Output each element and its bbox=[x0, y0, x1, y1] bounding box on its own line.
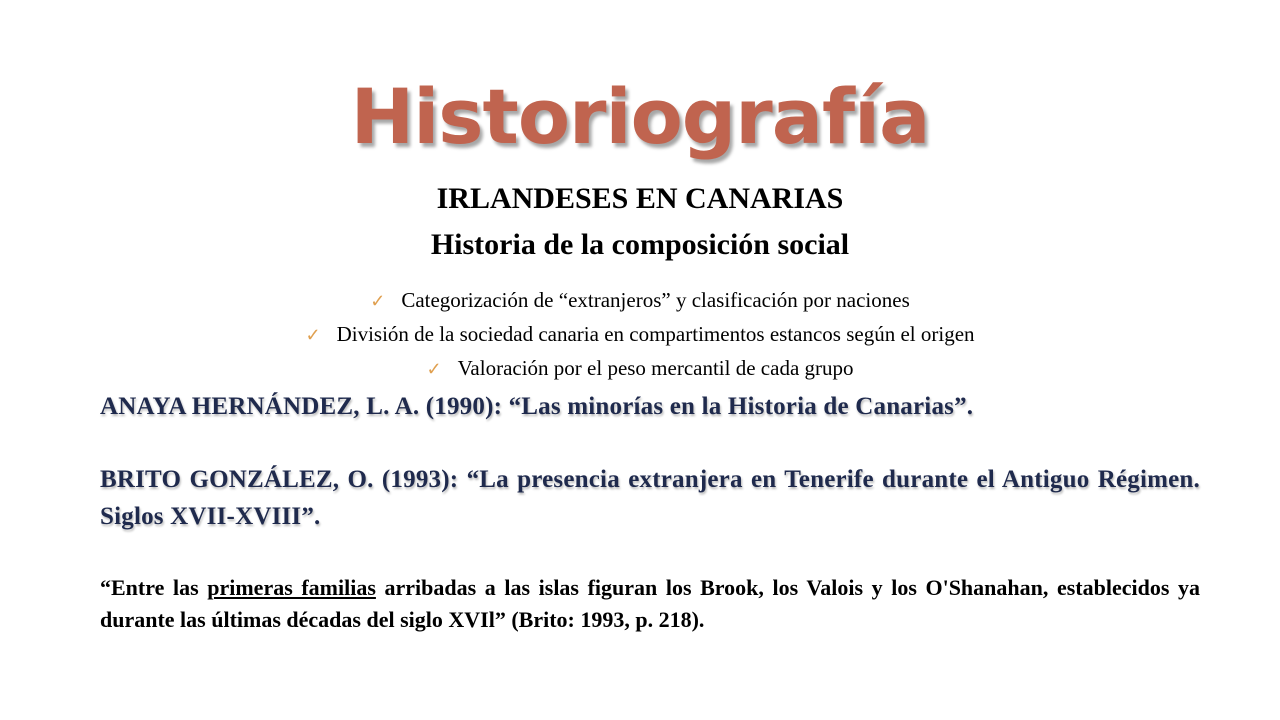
checkmark-icon: ✓ bbox=[370, 291, 386, 311]
bullet-text: Valoración por el peso mercantil de cada grupo bbox=[457, 356, 854, 380]
slide-subtitle: IRLANDESES EN CANARIAS bbox=[436, 182, 844, 215]
bullet-item bbox=[0, 352, 1280, 386]
reference-brito: BRITO GONZÁLEZ, O. (1993): “La presencia extranjera en Tenerife durante el Antiguo Régimen. Siglos XVII-XVIII”. bbox=[100, 466, 1200, 530]
bullet-item bbox=[0, 318, 1280, 352]
reference-anaya: ANAYA HERNÁNDEZ, L. A. (1990): “Las minorías en la Historia de Canarias”. bbox=[100, 393, 974, 420]
bullet-text: Categorización de “extranjeros” y clasificación por naciones bbox=[401, 288, 910, 312]
quote-underlined: primeras familias bbox=[207, 575, 376, 600]
bullet-text: División de la sociedad canaria en compartimentos estancos según el origen bbox=[336, 322, 975, 346]
bullet-list bbox=[0, 284, 1280, 386]
bullet-item bbox=[0, 284, 1280, 318]
checkmark-icon: ✓ bbox=[426, 359, 442, 379]
quote-text-end: arribadas a las islas figuran los Brook, los Valois y los O'Shanahan, establecidos ya durante las últimas décadas del siglo XVIl” (Brito: 1993, p. 218). bbox=[100, 575, 1200, 632]
slide-subtitle-2: Historia de la composición social bbox=[430, 228, 850, 261]
quote-text-start: “Entre las bbox=[100, 575, 208, 600]
quote-paragraph bbox=[100, 572, 1200, 636]
checkmark-icon: ✓ bbox=[305, 325, 321, 345]
slide-title: Historiografía bbox=[350, 72, 930, 161]
